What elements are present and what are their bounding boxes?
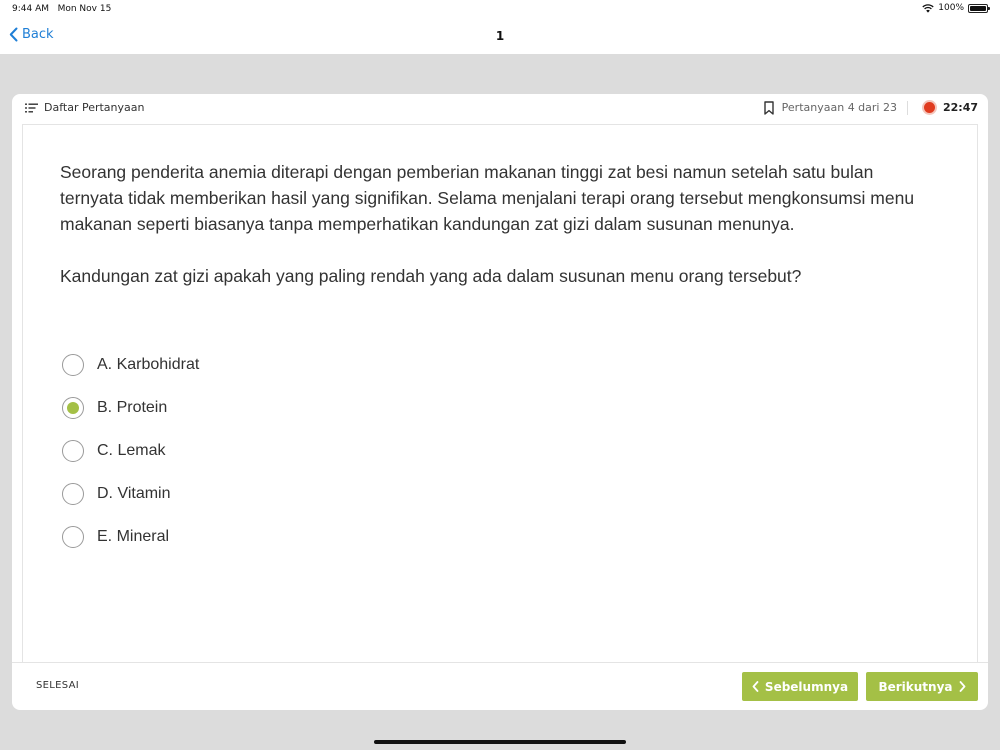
radio-button[interactable] [62,483,84,505]
page-title: 1 [495,29,505,43]
quiz-header [12,94,988,122]
answer-option-label: C. Lemak [97,441,166,459]
question-paragraph: Seorang penderita anemia diterapi dengan pemberian makanan tinggi zat besi namun setelah satu bulan ternyata tidak memberikan hasil yang signifikan. Selama menjalani terapi orang tersebut mengkonsumsi menu makanan seperti biasanya tanpa memperhatikan kandungan zat gizi dalam susunan menunya. [60,162,915,234]
question-counter: Pertanyaan 4 dari 23 [781,101,897,114]
back-label: Back [22,27,54,42]
previous-button[interactable] [742,672,858,701]
list-icon [25,103,38,113]
answer-options [62,343,199,558]
wifi-icon [922,4,934,13]
status-date: Mon Nov 15 [57,4,112,14]
next-label: Berikutnya [878,679,953,694]
next-button[interactable] [866,672,978,701]
question-list-button[interactable] [25,101,144,114]
quiz-card [12,94,988,710]
radio-selected-dot [67,402,79,414]
chevron-left-icon [752,681,759,692]
answer-option-label: E. Mineral [97,527,170,545]
nav-bar [0,20,1000,54]
finish-button[interactable]: SELESAI [36,680,79,691]
record-icon [922,100,937,115]
answer-option[interactable] [62,343,199,386]
radio-button[interactable] [62,397,84,419]
radio-button[interactable] [62,440,84,462]
status-right [922,3,988,13]
answer-option[interactable] [62,472,199,515]
status-bar [0,0,1000,20]
quiz-footer [12,662,988,710]
question-panel [22,124,978,662]
answer-option[interactable] [62,386,199,429]
chevron-right-icon [959,681,966,692]
header-divider [907,101,908,115]
answer-option[interactable] [62,515,199,558]
question-stem [60,159,940,289]
quiz-header-right [764,100,978,115]
answer-option-label: D. Vitamin [97,484,171,502]
answer-option-label: A. Karbohidrat [97,355,200,373]
answer-option[interactable] [62,429,199,472]
battery-percent: 100% [938,3,964,13]
radio-button[interactable] [62,526,84,548]
status-time [12,4,111,14]
question-list-label: Daftar Pertanyaan [44,101,145,114]
answer-option-label: B. Protein [97,398,168,416]
battery-icon [968,4,988,13]
question-prompt: Kandungan zat gizi apakah yang paling rendah yang ada dalam susunan menu orang tersebut? [60,266,802,286]
timer: 22:47 [942,101,978,114]
status-clock: 9:44 AM [12,4,49,14]
radio-button[interactable] [62,354,84,376]
bookmark-icon[interactable] [764,101,774,115]
home-indicator [374,740,626,744]
previous-label: Sebelumnya [764,679,849,694]
